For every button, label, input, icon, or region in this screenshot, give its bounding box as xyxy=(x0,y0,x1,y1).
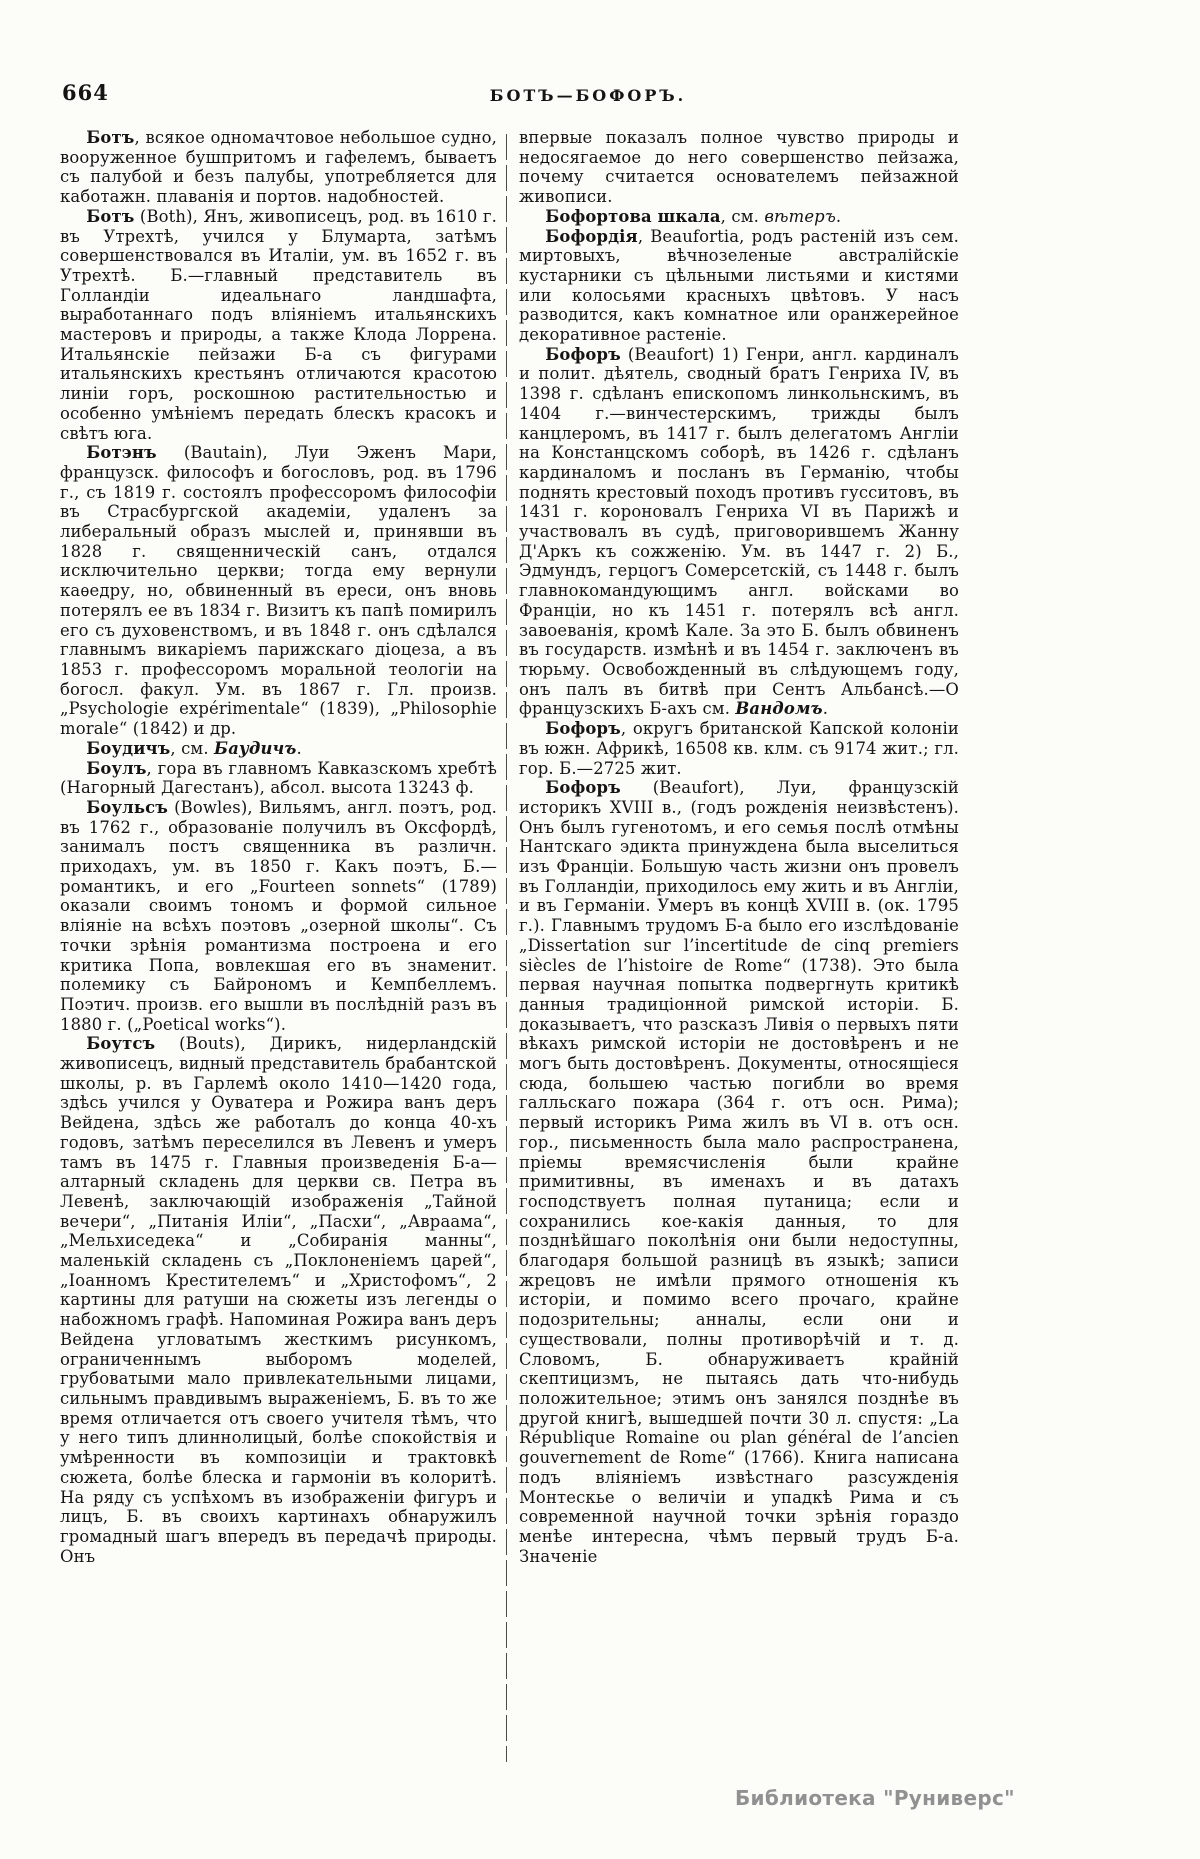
entry-paragraph xyxy=(519,128,959,207)
entry-text: , Beaufortia, родъ растеній изъ сем. миртовыхъ, вѣчнозеленые австралійскіе кустарники съ цѣльными листьями и кистями или колосьями красныхъ цвѣтовъ. У насъ разводится, какъ комнатное или оранжерейное декоративное растеніе. xyxy=(519,226,959,345)
entry-headword: Бофоръ xyxy=(545,778,621,798)
entry-text: (Bowles), Вильямъ, англ. поэтъ, род. въ 1762 г., образованіе получилъ въ Оксфордѣ, занималъ постъ священника въ различн. приходахъ, ум. въ 1850 г. Какъ поэтъ, Б.—романтикъ, и его „Fourteen sonnets“ (1789) оказали своимъ тономъ и формой сильное вліяніе на всѣхъ поэтовъ „озерной школы“. Съ точки зрѣнія романтизма построена и его критика Попа, вовлекшая его въ знаменит. полемику съ Байрономъ и Кемпбеллемъ. Поэтич. произв. его вышли въ послѣдній разъ въ 1880 г. („Poetical works“). xyxy=(60,797,497,1034)
entry-text: (Beaufort), Луи, французскій историкъ XVIII в., (годъ рожденія неизвѣстенъ). Онъ былъ гугенотомъ, и его семья послѣ отмѣны Нантскаго эдикта принуждена была выселиться изъ Франціи. Большую часть жизни онъ провелъ въ Голландіи, приходилось ему жить и въ Англіи, и въ Германіи. Умеръ въ концѣ XVIII в. (ок. 1795 г.). Главнымъ трудомъ Б-а было его изслѣдованіе „Dissertation sur l’incertitude de cinq premiers siècles de l’histoire de Rome“ (1738). Это была первая научная попытка подвергнуть критикѣ данныя традиціонной римской исторіи. Б. доказываетъ, что разсказъ Ливія о первыхъ пяти вѣкахъ римской исторіи не достовѣренъ и не могъ быть достовѣренъ. Документы, относящіеся сюда, большею частью погибли во время галльскаго пожара (364 г. отъ осн. Рима); первый историкъ Рима жилъ въ VI в. отъ осн. гор., письменность была мало распространена, пріемы времясчисленія были крайне примитивны, въ именахъ и въ датахъ господствуетъ полная путаница; если и сохранились кое-какія данныя, то для позднѣйшаго поколѣнія они были недоступны, благодаря большой разницѣ въ языкѣ; записи жрецовъ не имѣли прямого отношенія къ исторіи, и помимо всего прочаго, крайне подозрительны; анналы, если они и существовали, полны противорѣчій и т. д. Словомъ, Б. обнаруживаетъ крайній скептицизмъ, не пытаясь дать что-нибудь положительное; этимъ онъ занялся позднѣе въ другой книгѣ, вышедшей почти 30 л. спустя: „La République Romaine ou plan général de l’ancien gouvernement de Rome“ (1766). Книга написана подъ вліяніемъ извѣстнаго разсужденія Монтескье о величіи и упадкѣ Рима и съ современной научной точки зрѣнія гораздо менѣе интересна, чѣмъ первый трудъ Б-а. Значеніе xyxy=(519,778,959,1566)
entry-headword: Боутсъ xyxy=(86,1034,156,1054)
entry-text: . xyxy=(835,206,842,226)
entry-text: , см. xyxy=(720,206,765,226)
library-watermark: Библиотека "Руниверс" xyxy=(735,1786,1015,1810)
entry-text: (Bouts), Дирикъ, нидерландскій живописецъ, видный представитель брабантской школы, р. въ Гарлемѣ около 1410—1420 года, здѣсь учился у Оуватера и Рожира ванъ деръ Вейдена, здѣсь же работалъ до конца 40-хъ годовъ, затѣмъ переселился въ Левенъ и умеръ тамъ въ 1475 г. Главныя произведенія Б-а—алтарный складень для церкви св. Петра въ Левенѣ, заключающій изображенія „Тайной вечери“, „Питанія Иліи“, „Пасхи“, „Авраама“, „Мельхиседека“ и „Собиранія манны“, маленькій складень съ „Поклоненіемъ царей“, „Іоанномъ Крестителемъ“ и „Христофомъ“, 2 картины для ратуши на сюжеты изъ легенды о набожномъ графѣ. Напоминая Рожира ванъ деръ Вейдена угловатымъ жесткимъ рисункомъ, ограниченнымъ выборомъ моделей, грубоватыми мало привлекательными лицами, сильнымъ правдивымъ выраженіемъ, Б. въ то же время отличается отъ своего учителя тѣмъ, что у него типъ длиннолицый, болѣе спокойствія и умѣренности въ композиціи и трактовкѣ сюжета, болѣе блеска и гармоніи въ колоритѣ. На ряду съ успѣхомъ въ изображеніи фигуръ и лицъ, Б. въ своихъ картинахъ обнаружилъ громадный шагъ впередъ въ передачѣ природы. Онъ xyxy=(60,1034,497,1566)
entry-paragraph xyxy=(60,207,497,443)
entry-paragraph xyxy=(519,227,959,345)
left-column xyxy=(60,128,497,1762)
entry-paragraph xyxy=(60,1034,497,1566)
entry-text: . xyxy=(296,738,302,758)
entry-text: (Both), Янъ, живописецъ, род. въ 1610 г. въ Утрехтѣ, учился у Блумарта, затѣмъ совершенствовался въ Италіи, ум. въ 1652 г. въ Утрехтѣ. Б.—главный представитель въ Голландіи идеальнаго ландшафта, выработаннаго подъ вліяніемъ итальянскихъ мастеровъ и природы, а также Клода Лоррена. Итальянскіе пейзажи Б-а съ фигурами итальянскихъ крестьянъ отличаются красотою линіи горъ, роскошною растительностью и особенно умѣніемъ передать блескъ красокъ и свѣтъ юга. xyxy=(60,206,497,443)
entry-headword: Бофоръ xyxy=(545,344,621,364)
entry-text: (Bautain), Луи Эженъ Мари, французск. философъ и богословъ, род. въ 1796 г., съ 1819 г. состоялъ профессоромъ философіи въ Страсбургской академіи, удаленъ за либеральный образъ мыслей и, принявши въ 1828 г. священническій санъ, отдался исключительно церкви; тогда ему вернули каѳедру, но, обвиненный въ ереси, онъ вновь потерялъ ее въ 1834 г. Визитъ къ папѣ помирилъ его съ духовенствомъ, и въ 1848 г. онъ сдѣлался главнымъ викаріемъ парижскаго діоцеза, а въ 1853 г. профессоромъ моральной теологіи на богосл. факул. Ум. въ 1867 г. Гл. произв. „Psychologie expérimentale“ (1839), „Philosophie morale“ (1842) и др. xyxy=(60,443,497,739)
entry-paragraph xyxy=(60,759,497,798)
entry-paragraph xyxy=(60,128,497,207)
entry-headword: Ботъ xyxy=(86,206,135,226)
entry-headword: Ботъ xyxy=(86,128,135,147)
text-columns xyxy=(60,128,959,1762)
entry-text: (Beaufort) 1) Генри, англ. кардиналъ и полит. дѣятель, сводный братъ Генриха IV, въ 1398 г. сдѣланъ епископомъ линкольнскимъ, въ 1404 г.—винчестерскимъ, трижды былъ канцлеромъ, въ 1417 г. былъ делегатомъ Англіи на Констанцскомъ соборѣ, въ 1426 г. сдѣланъ кардиналомъ и посланъ въ Германію, чтобы поднять крестовый походъ противъ гусситовъ, въ 1431 г. короновалъ Генриха VI въ Парижѣ и участвовалъ въ судѣ, приговорившемъ Жанну Д'Аркъ къ сожженію. Ум. въ 1447 г. 2) Б., Эдмундъ, герцогъ Сомерсетскій, съ 1448 г. былъ главнокомандующимъ англ. войсками во Франціи, но къ 1451 г. потерялъ всѣ англ. завоеванія, кромѣ Кале. За это Б. былъ обвиненъ въ государств. измѣнѣ и въ 1454 г. заключенъ въ тюрьму. Освобожденный въ слѣдующемъ году, онъ палъ въ битвѣ при Сентъ Альбансѣ.—О французскихъ Б-ахъ см. xyxy=(519,344,959,719)
page-number: 664 xyxy=(62,80,109,105)
entry-paragraph xyxy=(60,739,497,759)
entry-text: , округъ британской Капской колоніи въ южн. Африкѣ, 16508 кв. клм. съ 9174 жит.; гл. гор. Б.—2725 жит. xyxy=(519,719,959,778)
entry-headword: Бофоръ xyxy=(545,719,621,739)
entry-paragraph xyxy=(519,345,959,719)
entry-text: , всякое одномачтовое небольшое судно, вооруженное бушпритомъ и гафелемъ, бываетъ съ палубой и безъ палубы, употребляется для каботажн. плаванія и портов. надобностей. xyxy=(60,128,497,207)
entry-text: . xyxy=(822,699,829,719)
entry-text: вѣтеръ xyxy=(764,206,836,226)
entry-paragraph xyxy=(519,778,959,1566)
entry-paragraph xyxy=(519,207,959,227)
entry-text: впервые показалъ полное чувство природы и недосягаемое до него совершенство пейзажа, почему считается основателемъ пейзажной живописи. xyxy=(519,128,959,207)
entry-headword: Ботэнъ xyxy=(86,443,157,463)
entry-headword: Боульсъ xyxy=(86,797,168,817)
entry-text: , гора въ главномъ Кавказскомъ хребтѣ (Нагорный Дагестанъ), абсол. высота 13243 ф. xyxy=(60,758,497,798)
entry-text: Баудичъ xyxy=(214,738,297,758)
entry-headword: Бофордія xyxy=(545,226,638,246)
entry-headword: Боудичъ xyxy=(86,738,171,758)
entry-paragraph xyxy=(60,443,497,739)
entry-text: Вандомъ xyxy=(735,699,823,719)
entry-headword: Бофортова шкала xyxy=(545,206,721,226)
right-column xyxy=(519,128,959,1762)
entry-paragraph xyxy=(60,798,497,1034)
entry-paragraph xyxy=(519,719,959,778)
entry-text: , см. xyxy=(170,738,215,758)
column-divider xyxy=(506,134,507,1762)
entry-headword: Боулъ xyxy=(86,758,147,778)
running-head: БОТЪ—БОФОРЪ. xyxy=(489,86,687,105)
